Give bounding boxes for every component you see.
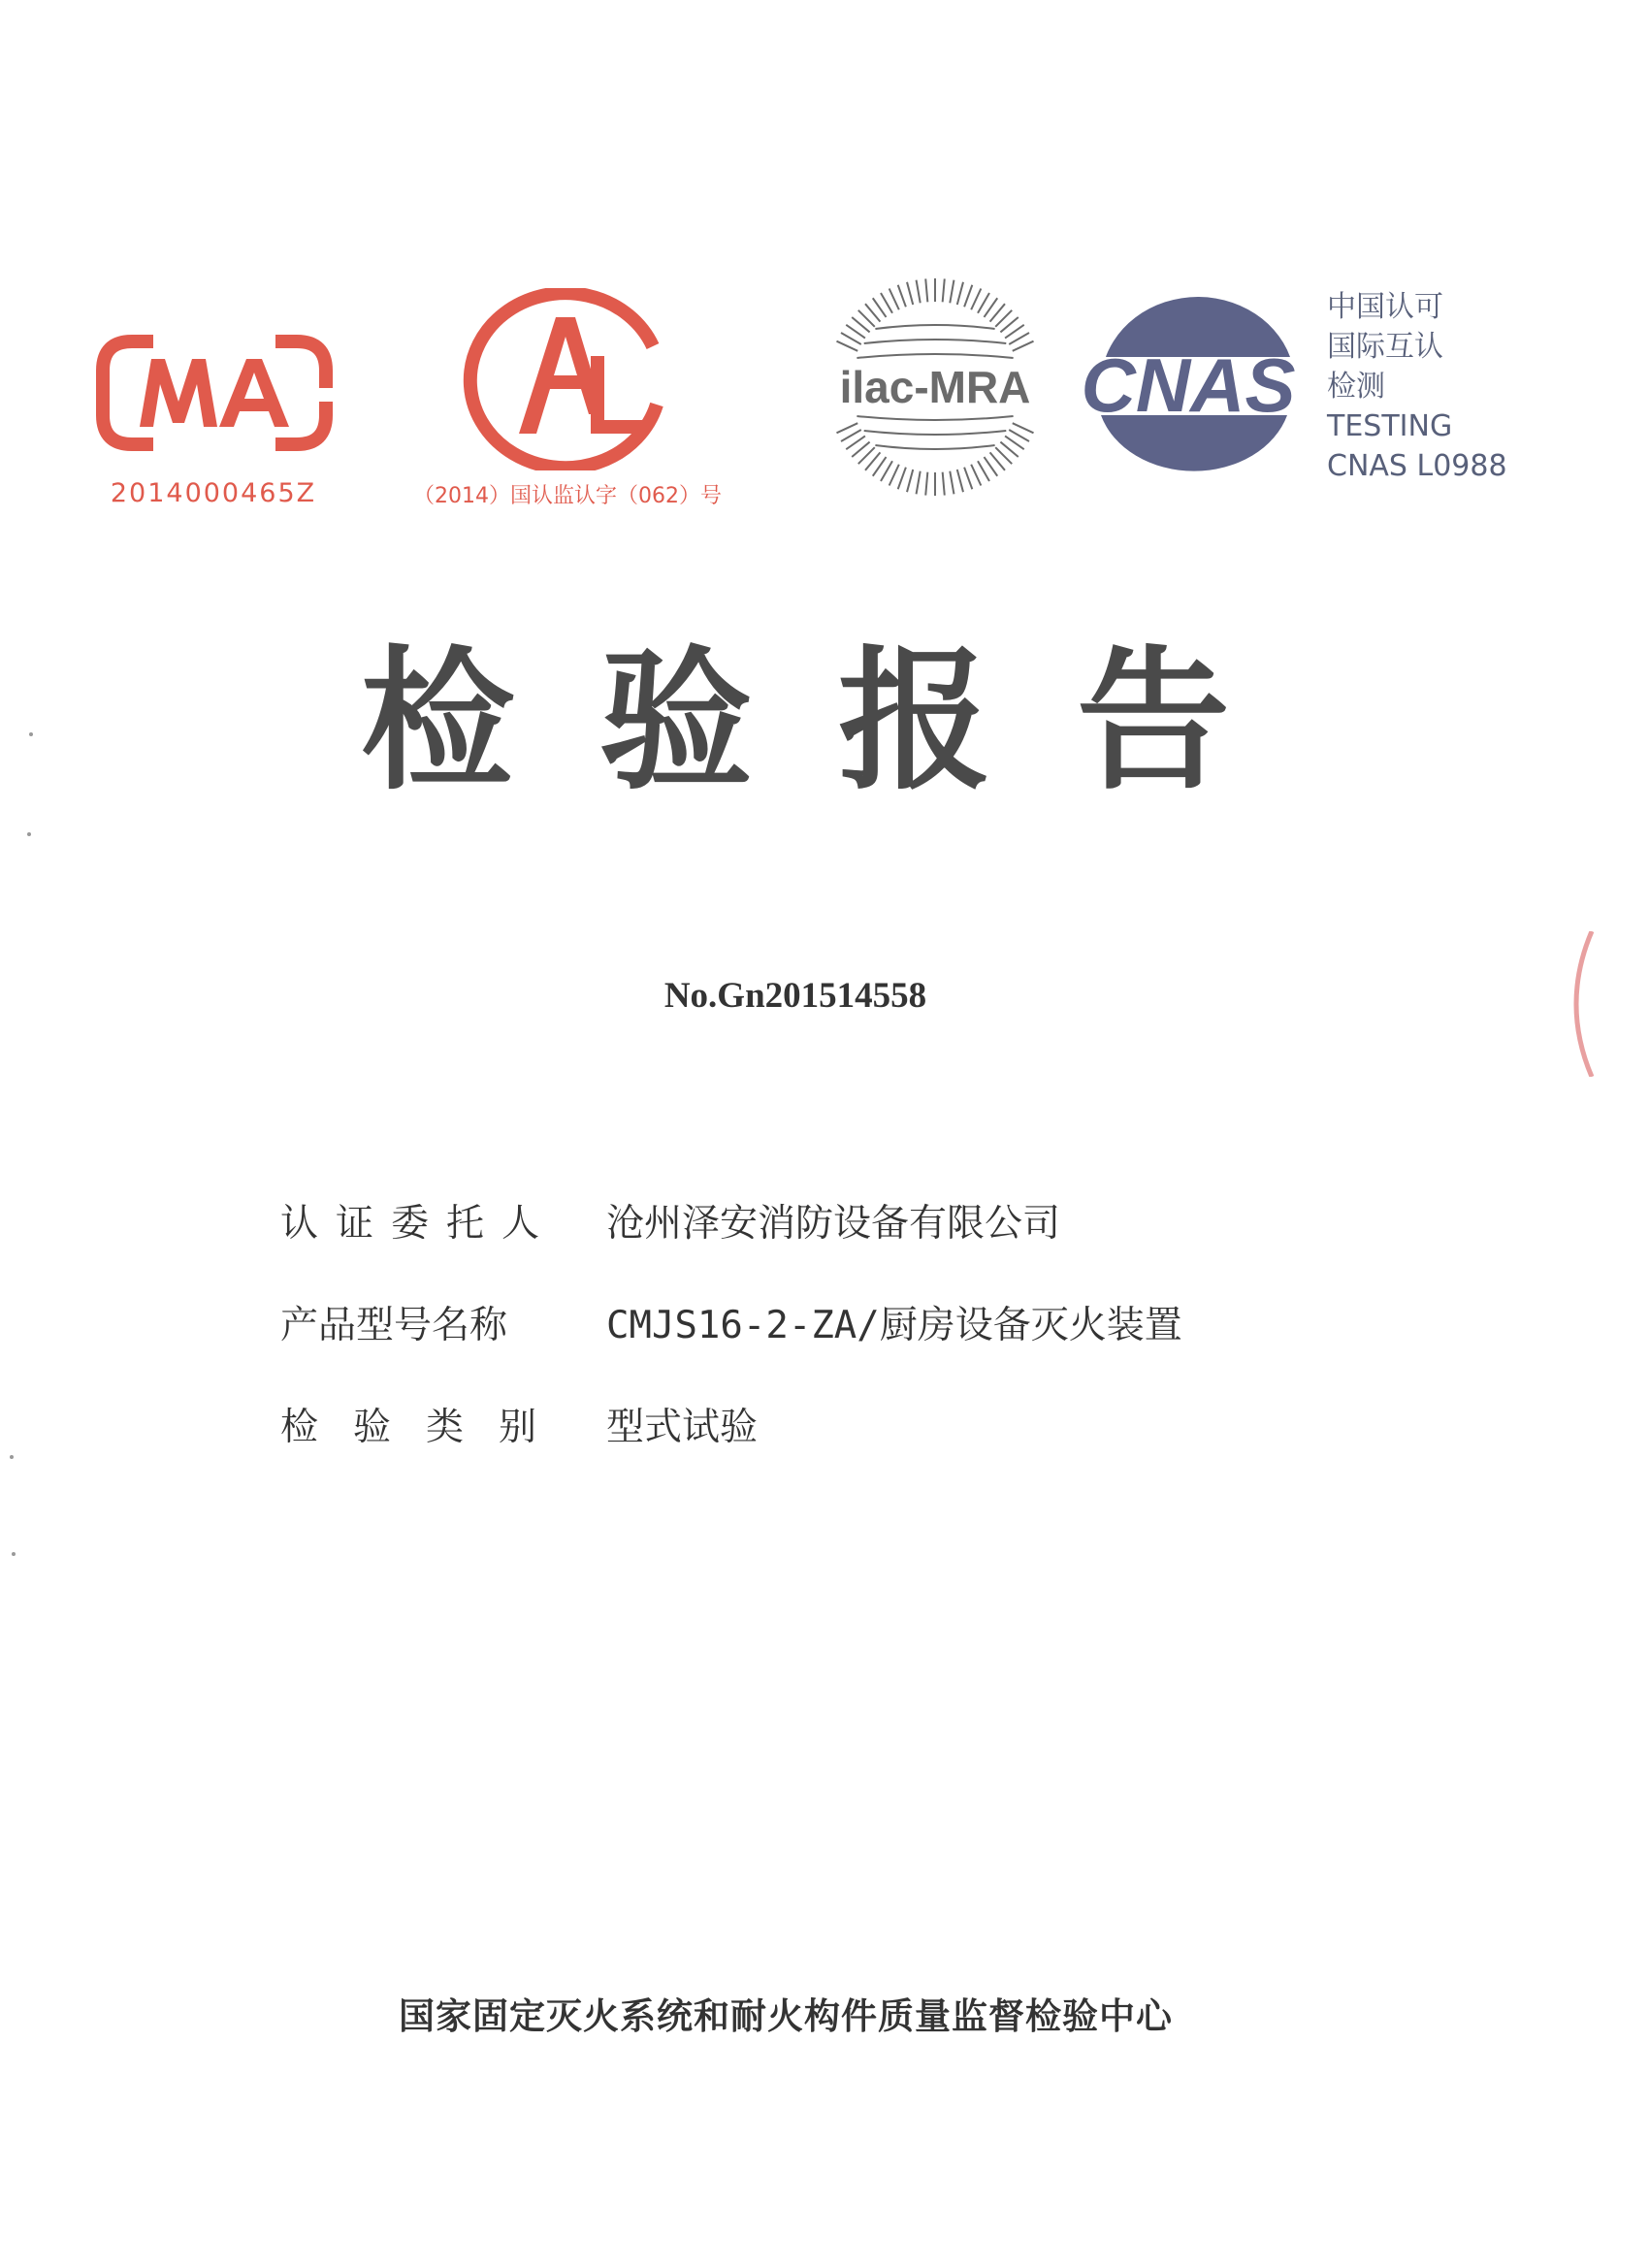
ilac-ray bbox=[950, 471, 954, 495]
ilac-ray bbox=[841, 430, 861, 441]
ilac-ray bbox=[841, 333, 861, 344]
cnas-accreditation-text bbox=[1327, 287, 1507, 486]
ilac-ray bbox=[978, 461, 989, 481]
scan-mark bbox=[10, 1455, 14, 1459]
scan-mark bbox=[27, 832, 31, 836]
ilac-ray bbox=[898, 468, 906, 490]
ilac-ray bbox=[907, 282, 913, 305]
ilac-ray bbox=[971, 288, 981, 309]
field-value: 型式试验 bbox=[606, 1406, 759, 1449]
ilac-ray bbox=[889, 465, 899, 486]
ilac-ray bbox=[907, 470, 913, 492]
ilac-globe-line bbox=[857, 354, 1013, 358]
ilac-globe-line bbox=[864, 431, 1007, 435]
ilac-ray bbox=[917, 471, 921, 495]
seal-edge bbox=[1567, 931, 1596, 1077]
ilac-mra-logo bbox=[823, 272, 1048, 502]
ilac-ray bbox=[957, 282, 963, 305]
cnas-text-line: TESTING bbox=[1327, 409, 1453, 443]
field-label: 认证委托人 bbox=[280, 1202, 558, 1246]
field-value: 沧州泽安消防设备有限公司 bbox=[606, 1202, 1061, 1246]
cal-number: （2014）国认监认字（062）号 bbox=[413, 484, 722, 508]
ilac-ray bbox=[950, 280, 954, 304]
ilac-ray bbox=[898, 285, 906, 308]
ilac-ray bbox=[881, 461, 892, 481]
report-title: 检验报告 bbox=[361, 632, 1315, 811]
ilac-globe-line bbox=[875, 325, 994, 329]
ilac-wordmark: ilac-MRA bbox=[839, 362, 1031, 412]
issuing-organization: 国家固定灭火系统和耐火构件质量监督检验中心 bbox=[399, 1995, 1173, 2037]
ilac-ray bbox=[1009, 333, 1029, 344]
cma-logo bbox=[93, 330, 336, 456]
ilac-ray bbox=[925, 472, 927, 496]
cma-number: 2014000465Z bbox=[110, 478, 317, 508]
ilac-ray bbox=[978, 293, 989, 313]
report-number: No.Gn201514558 bbox=[663, 976, 927, 1016]
ilac-ray bbox=[1013, 423, 1034, 433]
ilac-ray bbox=[889, 288, 899, 309]
ilac-globe-line bbox=[857, 416, 1013, 420]
field-label: 检验类别 bbox=[280, 1406, 572, 1449]
field-label: 产品型号名称 bbox=[280, 1304, 508, 1347]
ilac-globe-line bbox=[875, 445, 994, 449]
ilac-ray bbox=[917, 280, 921, 304]
scan-mark bbox=[12, 1552, 16, 1556]
field-value: CMJS16-2-ZA/厨房设备灭火装置 bbox=[606, 1304, 1182, 1347]
ilac-ray bbox=[971, 465, 981, 486]
cal-logo bbox=[459, 288, 678, 470]
ilac-ray bbox=[957, 470, 963, 492]
ilac-ray bbox=[964, 468, 972, 490]
ilac-ray bbox=[943, 278, 945, 302]
cnas-text-line: 国际互认 bbox=[1327, 330, 1443, 364]
cnas-text-line: 检测 bbox=[1327, 370, 1385, 404]
scan-mark bbox=[29, 732, 33, 736]
ilac-ray bbox=[1009, 430, 1029, 441]
ilac-globe-line bbox=[864, 340, 1007, 343]
cnas-wordmark: CNAS bbox=[1081, 342, 1296, 428]
cnas-text-line: 中国认可 bbox=[1327, 290, 1443, 324]
ilac-ray bbox=[925, 278, 927, 302]
ilac-ray bbox=[964, 285, 972, 308]
ilac-ray bbox=[1013, 341, 1034, 351]
ilac-ray bbox=[836, 423, 857, 433]
ilac-ray bbox=[836, 341, 857, 351]
cnas-text-line: CNAS L0988 bbox=[1327, 449, 1507, 483]
ilac-ray bbox=[881, 293, 892, 313]
ilac-ray bbox=[943, 472, 945, 496]
cnas-logo bbox=[1062, 289, 1314, 483]
